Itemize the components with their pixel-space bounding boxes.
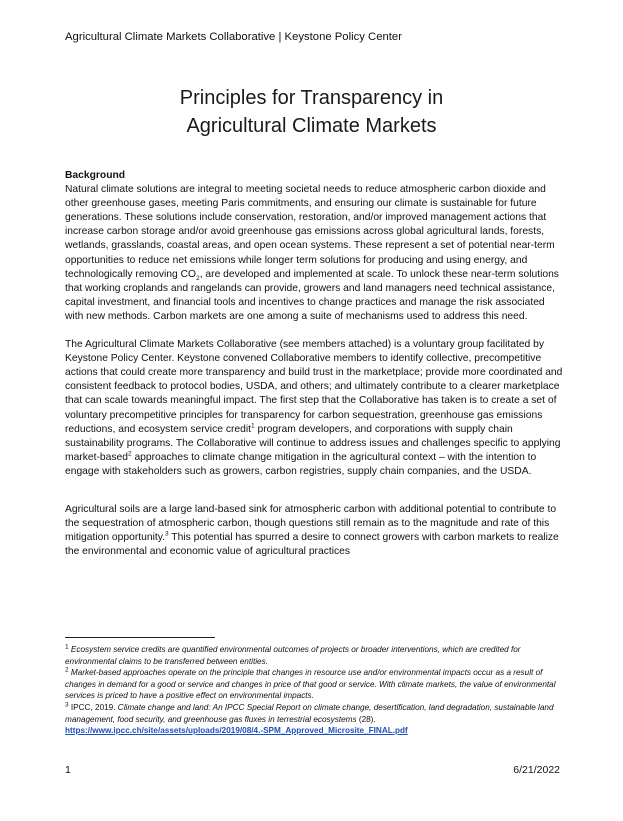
paragraph-2-text-c: approaches to climate change mitigation in the agricultural context – with the intention to engage with stakeholders such as growers, carbon registries, supply chain companies, and the USDA. bbox=[65, 451, 537, 477]
footnote-3-number: 3 bbox=[65, 701, 69, 709]
footnote-ref-3[interactable]: 3 bbox=[164, 530, 169, 538]
footnote-3-page: (28). bbox=[356, 714, 376, 724]
footnote-3-citation: IPCC, 2019. bbox=[68, 702, 118, 712]
footer-date: 6/21/2022 bbox=[513, 764, 560, 776]
co2-subscript: 2 bbox=[196, 274, 200, 282]
footnote-3-title: Climate change and land: An IPCC Special Report on climate change, desertification, land degradation, sustainable land management, food security, and greenhouse gas fluxes in terrestrial ecosystems bbox=[65, 702, 554, 724]
paragraph-3 bbox=[65, 503, 565, 559]
footnote-1-number: 1 bbox=[65, 643, 69, 651]
footnote-2-text: Market-based approaches operate on the principle that changes in resource use and/or environmental impacts occur as a result of changes in demand for a good or service and changes in price of that good or service. With climate markets, the value of environmental services is priced to have a positive effect on environmental impacts. bbox=[65, 668, 556, 701]
title-line-1: Principles for Transparency in bbox=[179, 87, 444, 109]
paragraph-3-text-b: This potential has spurred a desire to connect growers with carbon markets to realize the environmental and economic value of agricultural practices bbox=[65, 532, 559, 558]
paragraph-2-text-a: The Agricultural Climate Markets Collaborative (see members attached) is a voluntary group facilitated by Keystone Policy Center. Keystone convened Collaborative members to identify collective, precompetitive actions that could create more transparency and build trust in the marketplace; provide more coordinated and consistent feedback to protocol bodies, USDA, and others; and ultimately contribute to a clearer marketplace that can scale towards meaningful impact. The first step that the Collaborative has taken is to create a set of voluntary precompetitive principles for transparency for carbon sequestration, greenhouse gas emissions reductions, and ecosystem service credit bbox=[65, 339, 563, 435]
paragraph-2-text-b: program developers, and corporations with supply chain sustainability programs. The Collaborative will continue to address issues and challenges specific to applying market-based bbox=[65, 423, 561, 463]
footnote-ref-2[interactable]: 2 bbox=[127, 450, 132, 458]
footnote-1 bbox=[65, 644, 565, 667]
title-line-2: Agricultural Climate Markets bbox=[186, 115, 437, 137]
paragraph-2 bbox=[65, 338, 565, 479]
paragraph-1-text-a: Natural climate solutions are integral to meeting societal needs to reduce atmospheric carbon dioxide and other greenhouse gases, meeting Paris commitments, and ensuring our climate is sustainable for future generations. These solutions include conservation, restoration, and/or improved management actions that increase carbon storage and/or avoid greenhouse gas emissions across global agricultural lands, forests, wetlands, grasslands, coastal areas, and open ocean systems. These represent a set of potential near-term opportunities to reduce net emissions while longer term solutions for producing and using energy, and technologically removing CO bbox=[65, 184, 555, 280]
footnote-divider bbox=[65, 637, 215, 638]
document-title bbox=[0, 84, 623, 140]
footnote-2-number: 2 bbox=[65, 666, 69, 674]
footnote-ref-1[interactable]: 1 bbox=[251, 422, 255, 430]
footnotes bbox=[65, 644, 565, 737]
page-number: 1 bbox=[65, 764, 71, 776]
paragraph-3-text-a: Agricultural soils are a large land-based sink for atmospheric carbon with additional potential to contribute to the sequestration of atmospheric carbon, though questions still remain as to the magnitude and rate of this mitigation opportunity. bbox=[65, 503, 557, 544]
section-heading: Background bbox=[65, 170, 126, 181]
footnote-3 bbox=[65, 702, 565, 737]
paragraph-1-text-b: , are developed and implemented at scale. To unlock these near-term solutions that working croplands and rangelands can provide, growers and land managers need technical assistance, capital investment, and financial tools and incentives to change practices and manage the risk associated with new methods. Carbon markets are one among a suite of mechanisms used to address this need. bbox=[65, 268, 559, 322]
running-header: Agricultural Climate Markets Collaborative | Keystone Policy Center bbox=[65, 31, 402, 43]
footnote-1-text: Ecosystem service credits are quantified environmental outcomes of projects or broader interventions, which are credited for environmental claims to be transferred between entities. bbox=[65, 645, 521, 666]
paragraph-1 bbox=[65, 183, 565, 324]
footnote-2 bbox=[65, 667, 565, 702]
body-content bbox=[65, 169, 565, 559]
footnote-3-link[interactable]: https://www.ipcc.ch/site/assets/uploads/2019/08/4.-SPM_Approved_Microsite_FINAL.pdf bbox=[65, 726, 408, 736]
